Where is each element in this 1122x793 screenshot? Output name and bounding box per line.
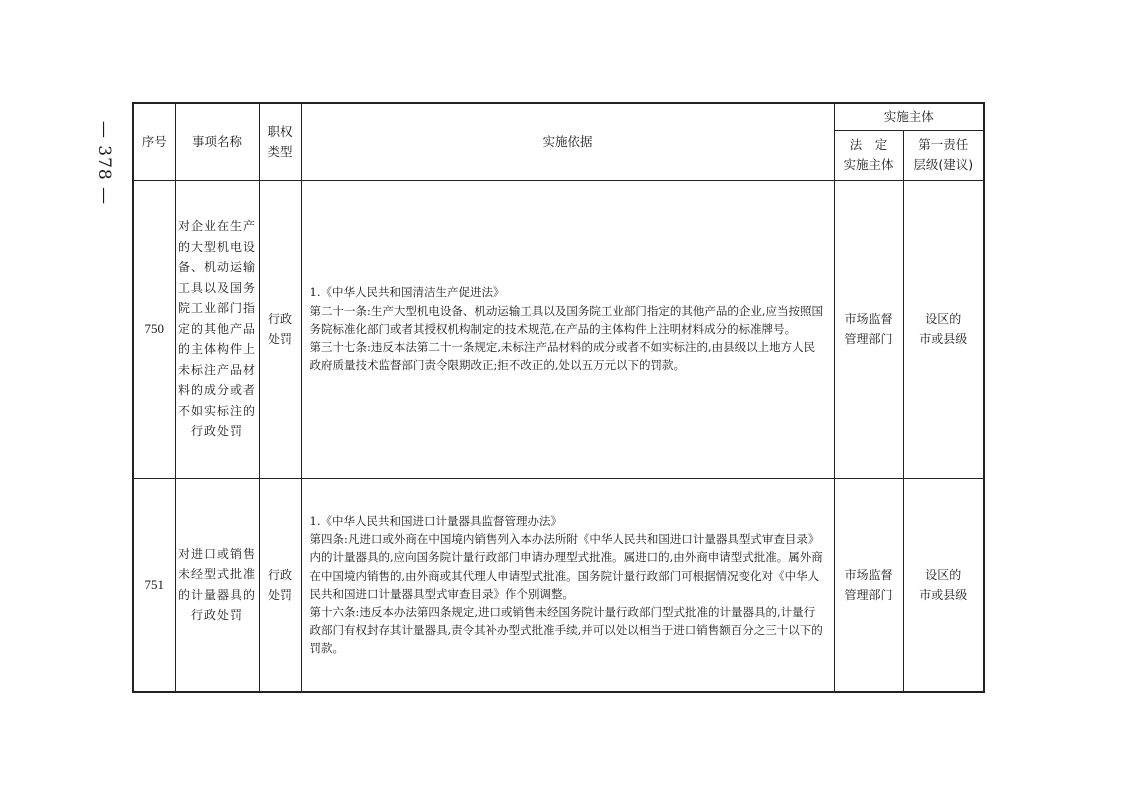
basis-article: 第十六条:违反本办法第四条规定,进口或销售未经国务院计量行政部门型式批准的计量器具的,计量行政部门有权封存其计量器具,责令其补办型式批准手续,并可以处以相当于进口销售额百分之三十以下的罚款。 bbox=[309, 604, 823, 656]
header-first-level-line2: 层级(建议) bbox=[913, 157, 974, 172]
header-first-level-line1: 第一责任 bbox=[918, 137, 969, 152]
row-item-name: 对企业在生产的大型机电设备、机动运输工具以及国务院工业部门指定的其他产品的主体构件上未标注产品材料的成分或者不如实标注的行政处罚 bbox=[175, 180, 259, 478]
header-item-name: 事项名称 bbox=[175, 103, 259, 180]
header-power-type-line2: 类型 bbox=[267, 143, 293, 159]
row-power-type-line1: 行政 bbox=[267, 312, 292, 326]
row-legal-subject bbox=[834, 478, 903, 692]
header-subject-group: 实施主体 bbox=[834, 103, 984, 130]
header-basis: 实施依据 bbox=[301, 103, 834, 180]
table-row bbox=[133, 180, 984, 478]
header-legal-subject bbox=[834, 130, 903, 180]
basis-article: 第二十一条:生产大型机电设备、机动运输工具以及国务院工业部门指定的其他产品的企业,应当按照国务院标准化部门或者其授权机构制定的技术规范,在产品的主体构件上注明材料成分的标准牌号。 bbox=[309, 303, 824, 336]
row-item-name: 对进口或销售未经型式批准的计量器具的行政处罚 bbox=[175, 478, 259, 692]
row-first-level-line2: 市或县级 bbox=[919, 332, 968, 346]
row-legal-subject-line2: 管理部门 bbox=[844, 332, 893, 346]
row-first-level-line2: 市或县级 bbox=[919, 587, 968, 602]
header-power-type-line1: 职权 bbox=[267, 123, 293, 139]
header-power-type bbox=[259, 103, 301, 180]
row-basis bbox=[301, 478, 834, 692]
header-first-level bbox=[903, 130, 984, 180]
row-basis bbox=[301, 180, 834, 478]
page-number bbox=[86, 118, 122, 208]
table-row bbox=[133, 478, 984, 692]
row-first-level-line1: 设区的 bbox=[925, 312, 962, 326]
page-number-text: — 378 — bbox=[94, 120, 115, 206]
row-first-level bbox=[903, 180, 984, 478]
enforcement-table bbox=[132, 102, 985, 693]
row-power-type-line1: 行政 bbox=[267, 567, 292, 582]
row-power-type bbox=[259, 478, 301, 692]
header-seq: 序号 bbox=[133, 103, 175, 180]
row-seq: 751 bbox=[133, 478, 175, 692]
row-first-level bbox=[903, 478, 984, 692]
row-legal-subject-line1: 市场监督 bbox=[844, 312, 893, 326]
header-legal-subject-line2: 实施主体 bbox=[843, 157, 894, 172]
row-seq: 750 bbox=[133, 180, 175, 478]
row-first-level-line1: 设区的 bbox=[925, 567, 962, 582]
header-legal-subject-line1: 法 定 bbox=[849, 137, 888, 152]
basis-article: 第三十七条:违反本法第二十一条规定,未标注产品材料的成分或者不如实标注的,由县级以上地方人民政府质量技术监督部门责令限期改正;拒不改正的,处以五万元以下的罚款。 bbox=[309, 340, 816, 373]
row-legal-subject-line2: 管理部门 bbox=[844, 587, 893, 602]
row-power-type bbox=[259, 180, 301, 478]
basis-article: 第四条:凡进口或外商在中国境内销售列入本办法所附《中华人民共和国进口计量器具型式审查目录》内的计量器具的,应向国务院计量行政部门申请办理型式批准。属进口的,由外商申请型式批准。属外商在中国境内销售的,由外商或其代理人申请型式批准。国务院计量行政部门可根据情况变化对《中华人民共和国进口计量器具型式审查目录》作个别调整。 bbox=[309, 532, 823, 601]
row-power-type-line2: 处罚 bbox=[267, 332, 292, 346]
basis-law-title: 1.《中华人民共和国进口计量器具监督管理办法》 bbox=[309, 513, 562, 528]
row-legal-subject bbox=[834, 180, 903, 478]
row-power-type-line2: 处罚 bbox=[267, 587, 292, 602]
basis-law-title: 1.《中华人民共和国清洁生产促进法》 bbox=[309, 285, 505, 300]
row-legal-subject-line1: 市场监督 bbox=[844, 567, 893, 582]
